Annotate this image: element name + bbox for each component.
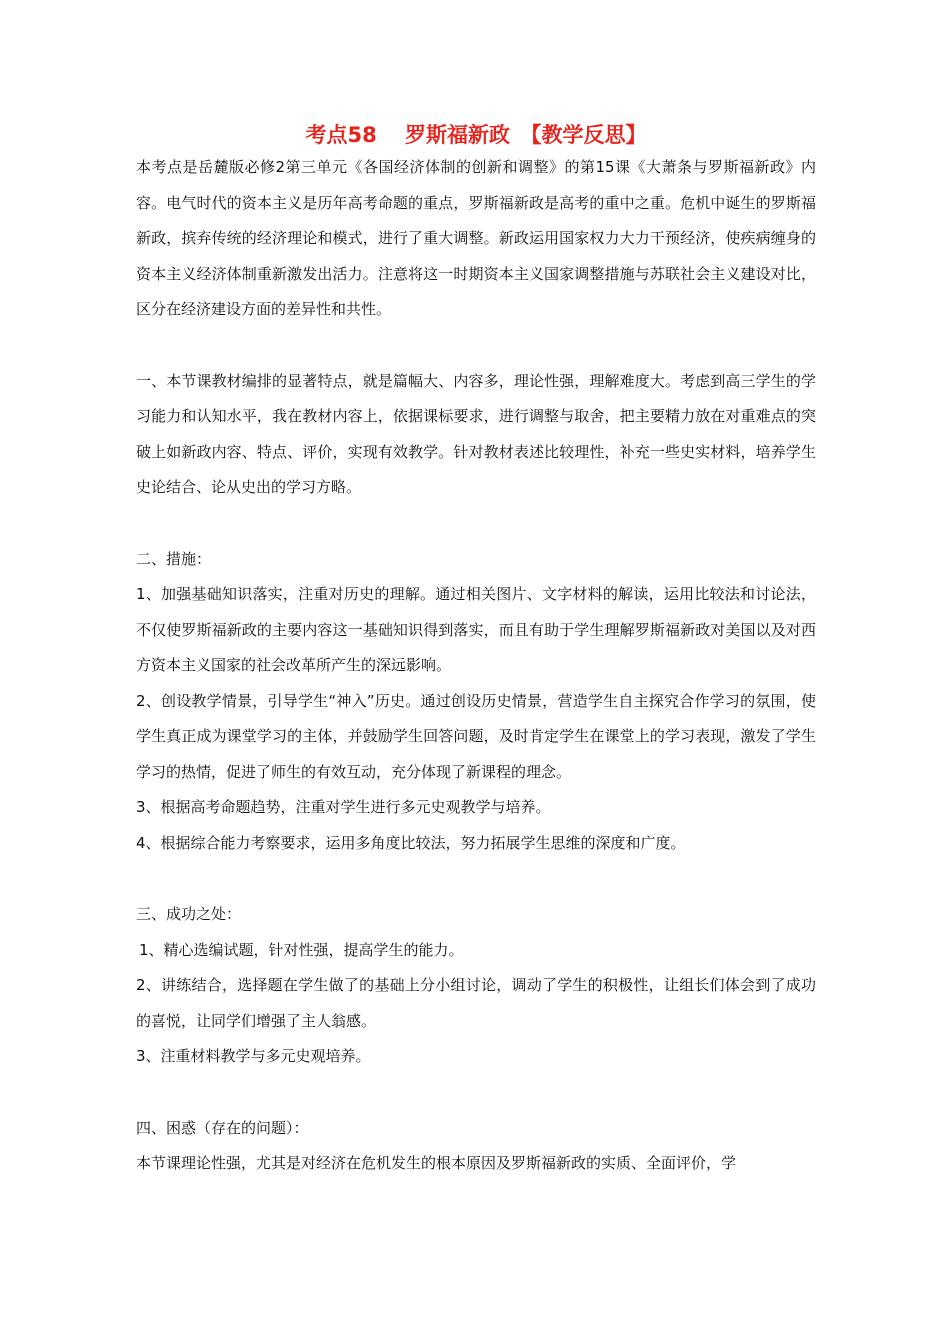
document-title: 考点58 罗斯福新政 【教学反思】 [305,123,647,147]
paragraph-gap [136,506,816,542]
paragraph-gap [136,861,816,897]
section-3-item-3: 3、注重材料教学与多元史观培养。 [136,1047,371,1065]
section-2-item-4: 4、根据综合能力考察要求，运用多角度比较法，努力拓展学生思维的深度和广度。 [136,833,686,852]
paragraph-gap [136,328,816,364]
section-2-item-3: 3、根据高考命题趋势，注重对学生进行多元史观教学与培养。 [136,798,551,816]
section-3-item-1: 1、精心选编试题，针对性强，提高学生的能力。 [139,940,464,959]
section-1-paragraph: 一、本节课教材编排的显著特点，就是篇幅大、内容多，理论性强，理解难度大。考虑到高三学生的学习能力和认知水平，我在教材内容上，依据课标要求，进行调整与取舍，把主要精力放在对重难点的突破上如新政内容、特点、评价，实现有效教学。针对教材表述比较理性，补充一些史实材料，培养学生史论结合、论从史出的学习方略。 [136,371,816,496]
paragraph-gap [136,1075,816,1111]
section-3-heading: 三、成功之处： [136,905,242,923]
section-2-heading: 二、措施： [136,549,212,568]
section-4-heading: 四、困惑（存在的问题）： [136,1118,309,1137]
section-3-item-2: 2、讲练结合，选择题在学生做了的基础上分小组讨论，调动了学生的积极性，让组长们体会到了成功的喜悦，让同学们增强了主人翁感。 [136,976,816,1030]
section-4-paragraph: 本节课理论性强，尤其是对经济在危机发生的根本原因及罗斯福新政的实质、全面评价，学 [136,1154,737,1172]
section-2-item-1: 1、加强基础知识落实，注重对历史的理解。通过相关图片、文字材料的解读，运用比较法和讨论法，不仅使罗斯福新政的主要内容这一基础知识得到落实，而且有助于学生理解罗斯福新政对美国以及对西方资本主义国家的社会改革所产生的深远影响。 [136,585,816,674]
section-2-item-2: 2、创设教学情景，引导学生“神入”历史。通过创设历史情景，营造学生自主探究合作学习的氛围，使学生真正成为课堂学习的主体，并鼓励学生回答问题，及时肯定学生在课堂上的学习表现，激发了学生学习的热情，促进了师生的有效互动，充分体现了新课程的理念。 [136,691,816,781]
intro-paragraph: 本考点是岳麓版必修2第三单元《各国经济体制的创新和调整》的第15课《大萧条与罗斯福新政》内容。电气时代的资本主义是历年高考命题的重点，罗斯福新政是高考的重中之重。危机中诞生的罗斯福新政，摈弃传统的经济理论和模式，进行了重大调整。新政运用国家权力大力干预经济，使疾病缠身的资本主义经济体制重新激发出活力。注意将这一时期资本主义国家调整措施与苏联社会主义建设对比，区分在经济建设方面的差异性和共性。 [136,158,816,318]
document-page [136,120,816,1182]
